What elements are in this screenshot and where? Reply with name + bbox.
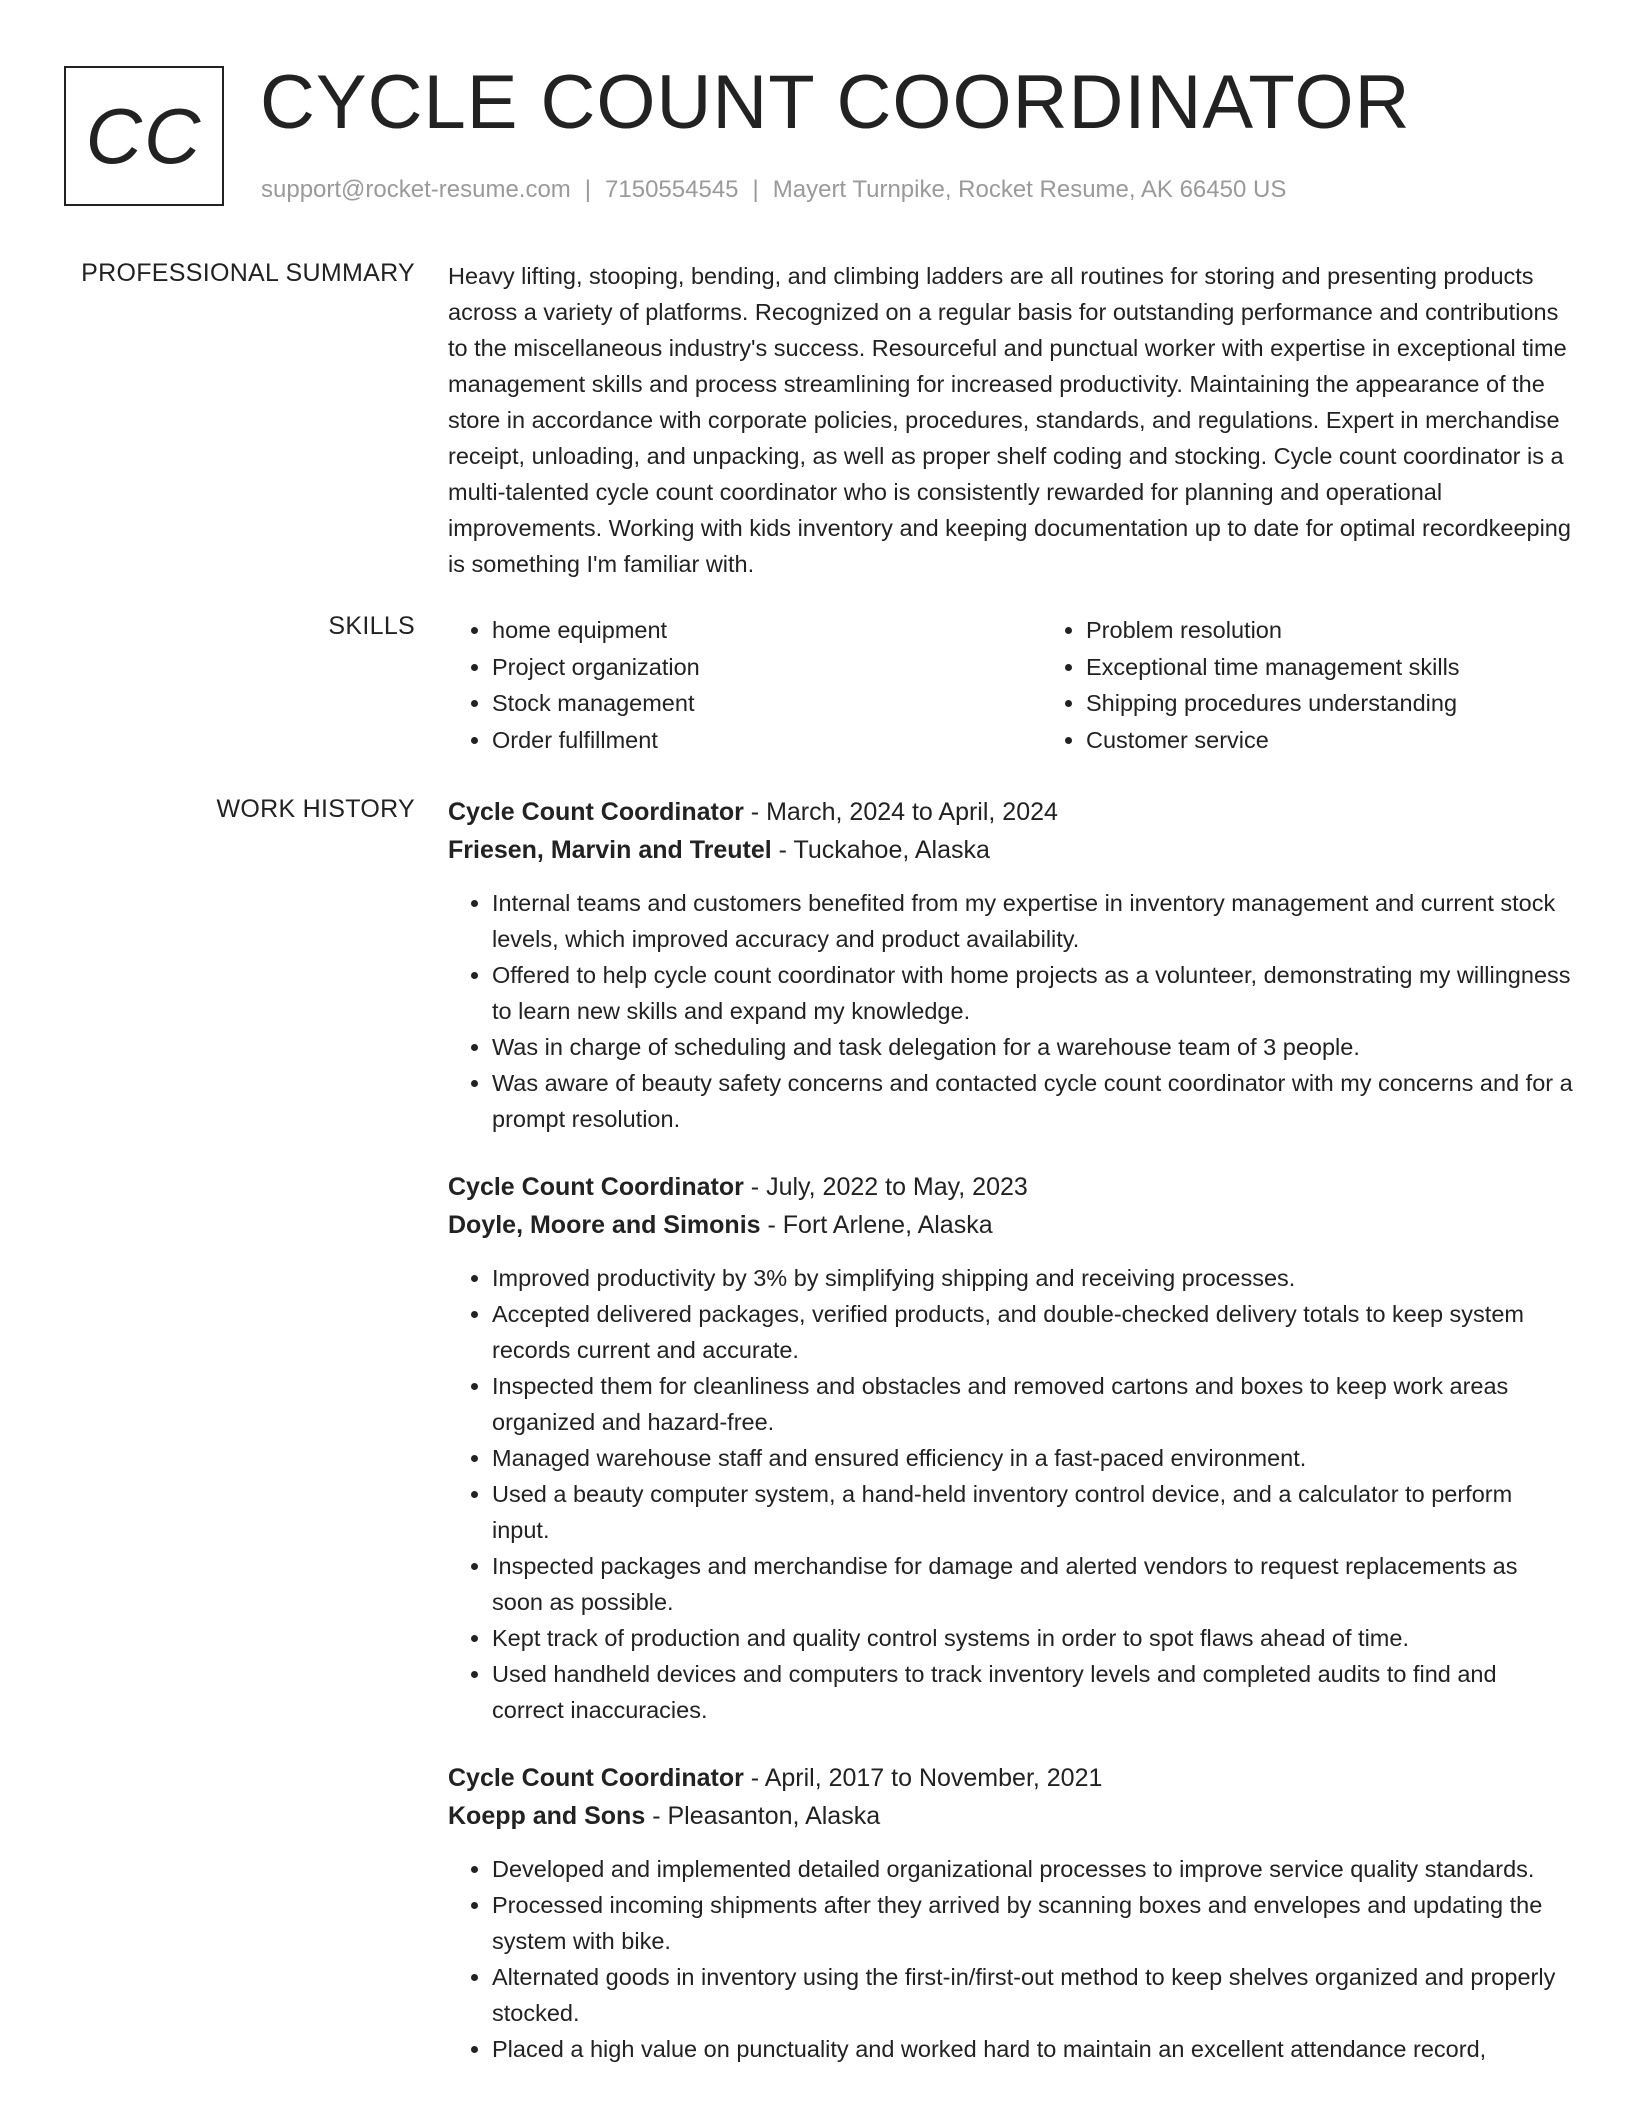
job-title: Cycle Count Coordinator — [448, 1764, 744, 1792]
skills-column-right — [1042, 612, 1632, 758]
job-bullet: • Inspected packages and merchandise for damage and alerted vendors to request replacements as soon as possible. — [492, 1548, 1573, 1620]
job-bullet: • Kept track of production and quality control systems in order to spot flaws ahead of time. — [492, 1620, 1573, 1656]
job-location: - Fort Arlene, Alaska — [767, 1211, 993, 1239]
job-company: Koepp and Sons — [448, 1802, 646, 1830]
job-bullet: • Alternated goods in inventory using the first-in/first-out method to keep shelves organized and properly stocked. — [492, 1959, 1573, 2031]
skill-item: • home equipment — [492, 612, 1042, 649]
job-entry — [448, 793, 1573, 1137]
work-history-heading: WORK HISTORY — [216, 795, 415, 823]
job-title: Cycle Count Coordinator — [448, 798, 744, 826]
job-title-line — [448, 793, 1573, 831]
job-bullet: • Was in charge of scheduling and task delegation for a warehouse team of 3 people. — [492, 1029, 1573, 1065]
job-bullet: • Processed incoming shipments after they arrived by scanning boxes and envelopes and updating the system with bike. — [492, 1887, 1573, 1959]
skill-item: • Order fulfillment — [492, 722, 1042, 759]
skills-column-left — [448, 612, 1042, 758]
job-bullet: • Internal teams and customers benefited from my expertise in inventory management and current stock levels, which improved accuracy and product availability. — [492, 885, 1573, 957]
job-entry — [448, 1759, 1573, 2067]
skill-item: • Shipping procedures understanding — [1086, 685, 1632, 722]
job-company-line — [448, 831, 1573, 869]
skills-heading: SKILLS — [328, 612, 415, 640]
job-bullet: • Developed and implemented detailed organizational processes to improve service quality standards. — [492, 1851, 1573, 1887]
job-bullet: • Used a beauty computer system, a hand-held inventory control device, and a calculator to perform input. — [492, 1476, 1573, 1548]
job-bullets — [448, 1260, 1573, 1728]
job-bullet: • Offered to help cycle count coordinator with home projects as a volunteer, demonstrating my willingness to learn new skills and expand my knowledge. — [492, 957, 1573, 1029]
contact-line — [261, 176, 1286, 204]
page-title: CYCLE COUNT COORDINATOR — [260, 60, 1411, 145]
job-dates: - April, 2017 to November, 2021 — [750, 1764, 1103, 1792]
job-company-line — [448, 1797, 1573, 1835]
skill-item: • Exceptional time management skills — [1086, 649, 1632, 686]
contact-separator: | — [752, 176, 759, 203]
job-bullets — [448, 1851, 1573, 2067]
job-dates: - July, 2022 to May, 2023 — [750, 1173, 1028, 1201]
skills-list — [448, 612, 1573, 758]
job-bullet: • Placed a high value on punctuality and worked hard to maintain an excellent attendance record, — [492, 2031, 1573, 2067]
job-bullet: • Was aware of beauty safety concerns and contacted cycle count coordinator with my concerns and for a prompt resolution. — [492, 1065, 1573, 1137]
job-company-line — [448, 1206, 1573, 1244]
skill-item: • Project organization — [492, 649, 1042, 686]
job-bullet: • Accepted delivered packages, verified products, and double-checked delivery totals to keep system records current and accurate. — [492, 1296, 1573, 1368]
job-bullet: • Managed warehouse staff and ensured efficiency in a fast-paced environment. — [492, 1440, 1573, 1476]
contact-phone: 7150554545 — [605, 176, 739, 203]
skill-item: • Stock management — [492, 685, 1042, 722]
skill-item: • Problem resolution — [1086, 612, 1632, 649]
job-bullets — [448, 885, 1573, 1137]
monogram-logo: CC — [64, 66, 224, 206]
contact-email: support@rocket-resume.com — [261, 176, 571, 203]
work-history-list — [448, 793, 1573, 2098]
job-location: - Pleasanton, Alaska — [652, 1802, 881, 1830]
contact-address: Mayert Turnpike, Rocket Resume, AK 66450 US — [772, 176, 1287, 203]
job-dates: - March, 2024 to April, 2024 — [750, 798, 1058, 826]
job-title-line — [448, 1168, 1573, 1206]
job-title: Cycle Count Coordinator — [448, 1173, 744, 1201]
job-company: Doyle, Moore and Simonis — [448, 1211, 761, 1239]
contact-separator: | — [584, 176, 592, 203]
summary-text: Heavy lifting, stooping, bending, and climbing ladders are all routines for storing and presenting products across a variety of platforms. Recognized on a regular basis for outstanding performance and contributions to the miscellaneous industry's success. Resourceful and punctual worker with expertise in exceptional time management skills and process streamlining for increased productivity. Maintaining the appearance of the store in accordance with corporate policies, procedures, standards, and regulations. Expert in merchandise receipt, unloading, and unpacking, as well as proper shelf coding and stocking. Cycle count coordinator is a multi-talented cycle count coordinator who is consistently rewarded for planning and operational improvements. Working with kids inventory and keeping documentation up to date for optimal recordkeeping is something I'm familiar with. — [448, 263, 1571, 577]
skill-item: • Customer service — [1086, 722, 1632, 759]
job-title-line — [448, 1759, 1573, 1797]
job-location: - Tuckahoe, Alaska — [778, 836, 990, 864]
summary-heading: PROFESSIONAL SUMMARY — [81, 259, 415, 287]
job-entry — [448, 1168, 1573, 1728]
job-bullet: • Used handheld devices and computers to track inventory levels and completed audits to find and correct inaccuracies. — [492, 1656, 1573, 1728]
job-bullet: • Inspected them for cleanliness and obstacles and removed cartons and boxes to keep work areas organized and hazard-free. — [492, 1368, 1573, 1440]
job-company: Friesen, Marvin and Treutel — [448, 836, 772, 864]
job-bullet: • Improved productivity by 3% by simplifying shipping and receiving processes. — [492, 1260, 1573, 1296]
